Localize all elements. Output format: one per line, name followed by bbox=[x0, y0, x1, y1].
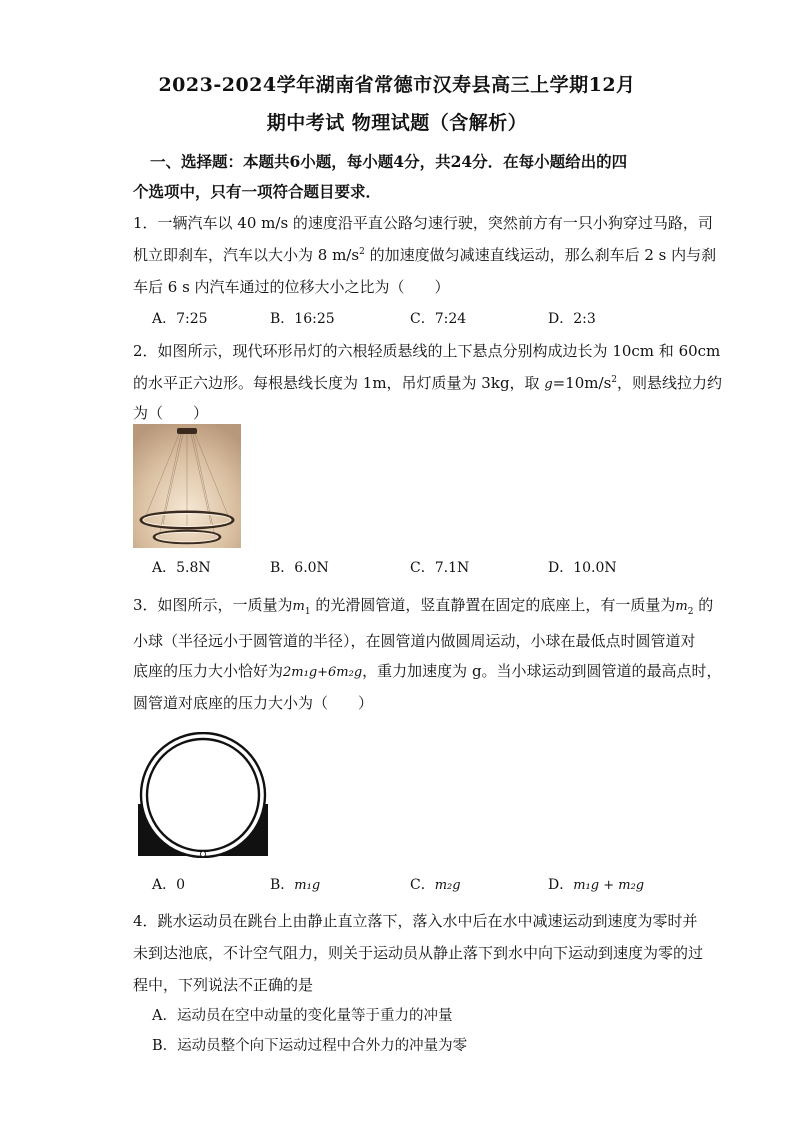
q3-line1-part-a: 3．如图所示，一质量为 bbox=[133, 596, 293, 614]
q3-option-c bbox=[410, 874, 461, 894]
q2-line2 bbox=[133, 372, 722, 393]
q2-option-d: D．10.0N bbox=[548, 560, 617, 576]
q2-line2-superscript: 2 bbox=[611, 375, 618, 385]
q3-line1 bbox=[133, 594, 713, 617]
q3-line3-math: 2m₁g+6m₂g bbox=[283, 665, 363, 680]
q2-line2-part-c: ，则悬线拉力约 bbox=[617, 374, 723, 392]
section-heading-line1: 一、选择题：本题共6小题，每小题4分，共24分．在每小题给出的四 bbox=[150, 152, 628, 171]
q3-line4: 圆管道对底座的压力大小为（ ） bbox=[133, 694, 374, 712]
q3-option-d-math: m₁g + m₂g bbox=[573, 878, 645, 893]
doc-title-line1: 2023-2024学年湖南省常德市汉寿县高三上学期12月 bbox=[158, 74, 636, 96]
q3-m2-subscript: 2 bbox=[687, 607, 694, 617]
q4-line2: 未到达池底，不计空气阻力，则关于运动员从静止落下到水中向下运动到速度为零的过 bbox=[133, 944, 704, 962]
q3-option-b-math: m₁g bbox=[294, 878, 321, 893]
q3-line1-part-b: 的光滑圆管道，竖直静置在固定的底座上，有一质量为 bbox=[310, 596, 676, 614]
q1-line3: 车后 6 s 内汽车通过的位移大小之比为（ ） bbox=[133, 278, 450, 296]
q3-option-d bbox=[548, 874, 644, 894]
q2-line2-g: g bbox=[544, 377, 553, 392]
q3-line2: 小球（半径远小于圆管道的半径），在圆管道内做圆周运动，小球在最低点时圆管道对 bbox=[133, 632, 696, 650]
chandelier-photo bbox=[133, 424, 241, 548]
q3-option-b bbox=[270, 874, 320, 894]
q1-line2-part-b: 的加速度做匀减速直线运动，那么刹车后 2 s 内与刹 bbox=[364, 246, 717, 264]
circular-pipe-diagram bbox=[136, 732, 270, 858]
q1-line1: 1．一辆汽车以 40 m/s 的速度沿平直公路匀速行驶，突然前方有一只小狗穿过马路，司 bbox=[133, 214, 713, 232]
q4-option-a: A．运动员在空中动量的变化量等于重力的冲量 bbox=[152, 1008, 453, 1024]
q1-option-a: A．7:25 bbox=[152, 311, 208, 327]
doc-title-line2: 期中考试 物理试题（含解析） bbox=[266, 112, 528, 134]
q2-line2-part-a: 的水平正六边形。每根悬线长度为 1m，吊灯质量为 3kg，取 bbox=[133, 374, 545, 392]
q2-option-a: A．5.8N bbox=[152, 560, 211, 576]
q1-option-d: D．2:3 bbox=[548, 311, 596, 327]
q2-option-c: C．7.1N bbox=[410, 560, 470, 576]
q3-line1-part-c: 的 bbox=[693, 596, 714, 614]
q4-line1: 4．跳水运动员在跳台上由静止直立落下，落入水中后在水中减速运动到速度为零时并 bbox=[133, 912, 698, 930]
q2-line1: 2．如图所示，现代环形吊灯的六根轻质悬线的上下悬点分别构成边长为 10cm 和 60cm bbox=[133, 342, 721, 360]
q3-line3-part-b: ，重力加速度为 g。当小球运动到圆管道的最高点时， bbox=[362, 662, 722, 680]
q3-option-b-letter: B． bbox=[270, 877, 295, 893]
q3-option-c-letter: C． bbox=[410, 877, 435, 893]
q4-line3: 程中，下列说法不正确的是 bbox=[133, 976, 314, 994]
q1-option-b: B．16:25 bbox=[270, 311, 335, 327]
q3-line3 bbox=[133, 660, 722, 681]
q1-line2-superscript: 2 bbox=[359, 247, 365, 257]
q3-option-c-math: m₂g bbox=[434, 878, 461, 893]
q2-option-b: B．6.0N bbox=[270, 560, 329, 576]
section-heading-line2: 个选项中，只有一项符合题目要求． bbox=[133, 182, 382, 201]
q3-option-a: A．0 bbox=[152, 877, 186, 893]
q2-line3: 为（ ） bbox=[133, 404, 209, 422]
q3-m2: m bbox=[675, 599, 688, 614]
q1-line2-part-a: 机立即刹车，汽车以大小为 8 m/s bbox=[133, 246, 360, 264]
q3-option-d-letter: D． bbox=[548, 877, 574, 893]
q3-m1-subscript: 1 bbox=[304, 607, 311, 617]
q3-line3-part-a: 底座的压力大小恰好为 bbox=[133, 662, 284, 680]
q1-option-c: C．7:24 bbox=[410, 311, 467, 327]
q4-option-b: B．运动员整个向下运动过程中合外力的冲量为零 bbox=[152, 1038, 468, 1054]
q3-m1: m bbox=[292, 599, 305, 614]
q1-line2 bbox=[133, 244, 716, 265]
q2-line2-part-b: =10m/s bbox=[552, 374, 612, 392]
